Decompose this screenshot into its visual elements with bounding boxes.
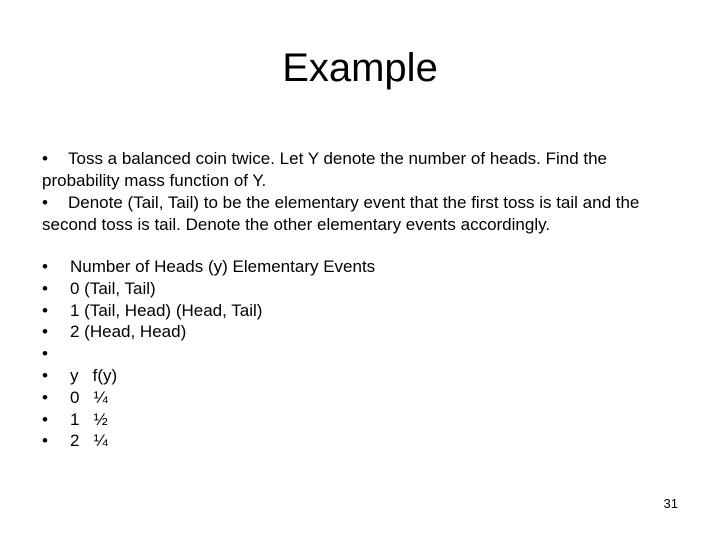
list-item-text: Number of Heads (y) Elementary Events	[70, 257, 376, 276]
list-item-text: 0 ¼	[70, 387, 108, 407]
list-item	[42, 343, 682, 365]
bullet-list	[42, 256, 682, 452]
bullet-icon: •	[42, 149, 48, 168]
list-item	[42, 365, 682, 387]
list-item-text: 0 (Tail, Tail)	[70, 278, 156, 298]
list-item	[42, 409, 682, 431]
list-item	[42, 300, 682, 322]
slide-title: Example	[282, 46, 438, 90]
intro-paragraph	[42, 192, 682, 236]
bullet-icon: •	[42, 322, 48, 342]
intro-paragraph	[42, 148, 682, 192]
bullet-icon: •	[42, 257, 48, 276]
bullet-icon: •	[42, 387, 48, 407]
list-item	[42, 256, 682, 278]
list-item	[42, 278, 682, 300]
bullet-icon: •	[42, 431, 48, 451]
bullet-icon: •	[42, 300, 48, 320]
list-item	[42, 387, 682, 409]
list-item-text: 2 ¼	[70, 431, 108, 451]
list-item-text: 2 (Head, Head)	[70, 322, 187, 342]
list-item-text: 1 (Tail, Head) (Head, Tail)	[70, 300, 263, 320]
list-item-text: 1 ½	[70, 409, 108, 429]
intro-paragraph-text: Denote (Tail, Tail) to be the elementary event that the first toss is tail and the second toss is tail. Denote the other elementary events accordingly.	[42, 193, 640, 234]
bullet-icon: •	[42, 365, 48, 385]
list-item-text: y f(y)	[70, 365, 118, 385]
list-item	[42, 430, 682, 452]
bullet-icon: •	[42, 409, 48, 429]
intro-paragraph-text: Toss a balanced coin twice. Let Y denote the number of heads. Find the probability mass function of Y.	[42, 149, 608, 190]
page-number: 31	[663, 496, 678, 511]
bullet-icon: •	[42, 278, 48, 298]
bullet-icon: •	[42, 344, 48, 364]
intro-text	[42, 148, 682, 236]
bullet-icon: •	[42, 193, 48, 212]
list-item	[42, 321, 682, 343]
